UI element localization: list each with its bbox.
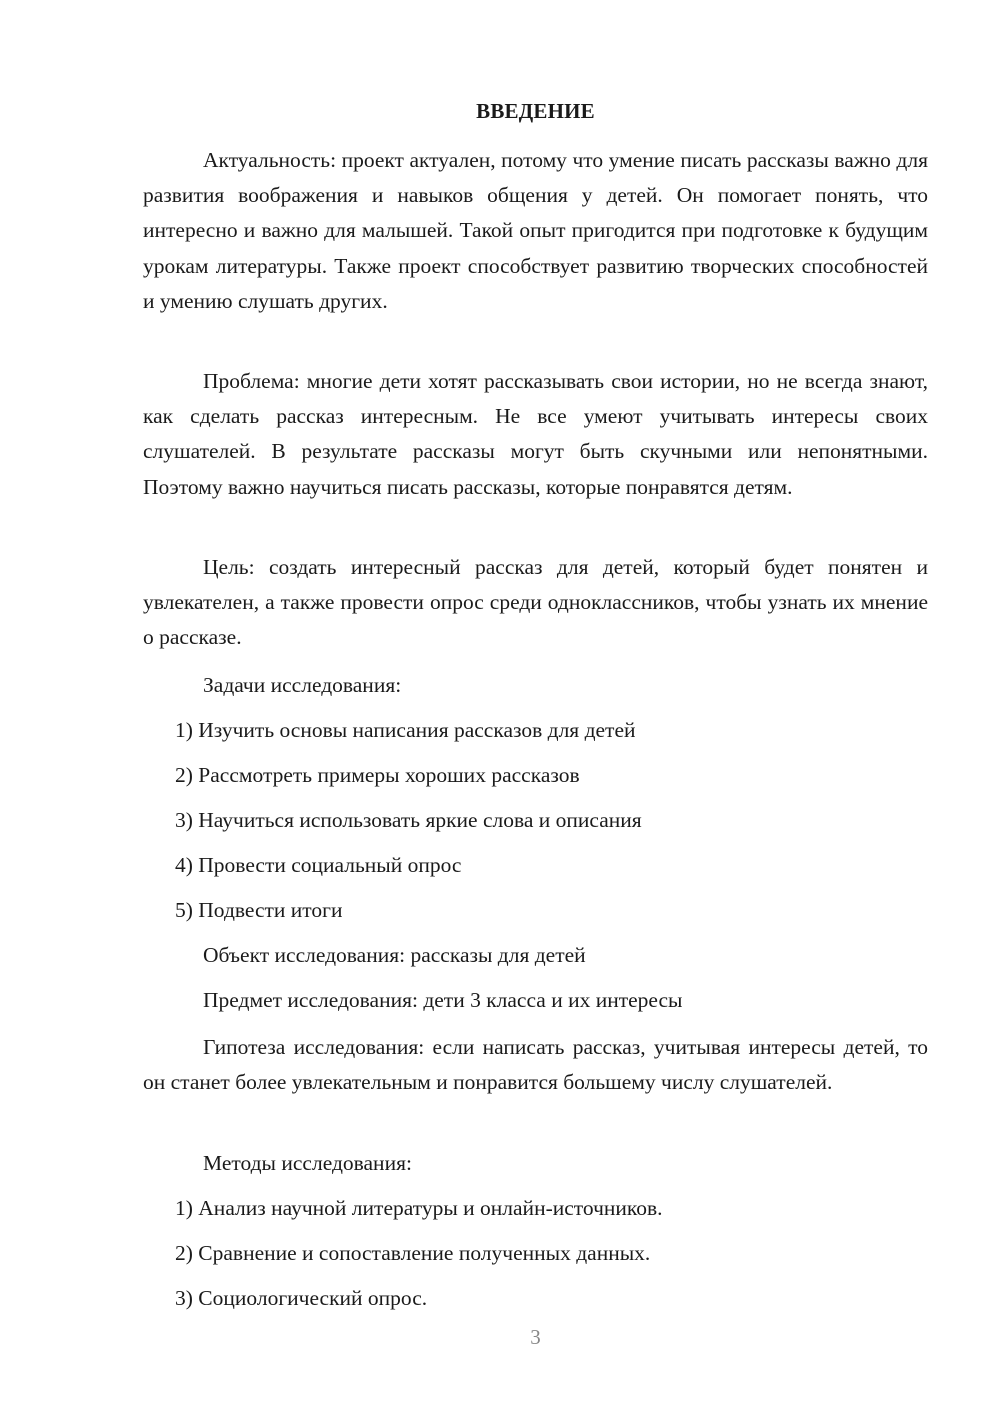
method-item: 1) Анализ научной литературы и онлайн-источников. xyxy=(175,1196,663,1220)
goal-paragraph: Цель: создать интересный рассказ для детей, который будет понятен и увлекателен, а также провести опрос среди одноклассников, чтобы узнать их мнение о рассказе. xyxy=(143,555,928,650)
hypothesis-paragraph: Гипотеза исследования: если написать рассказ, учитывая интересы детей, то он станет более увлекательным и понравится большему числу слушателей. xyxy=(143,1035,928,1095)
problem-paragraph: Проблема: многие дети хотят рассказывать свои истории, но не всегда знают, как сделать рассказ интересным. Не все умеют учитывать интересы своих слушателей. В результате рассказы могут быть скучными или непонятными. Поэтому важно научиться писать рассказы, которые понравятся детям. xyxy=(143,369,928,499)
method-item: 2) Сравнение и сопоставление полученных данных. xyxy=(175,1241,651,1265)
task-item: 5) Подвести итоги xyxy=(175,898,343,922)
section-heading: ВВЕДЕНИЕ xyxy=(476,99,595,123)
subject-line: Предмет исследования: дети 3 класса и их интересы xyxy=(203,988,683,1012)
task-item: 3) Научиться использовать яркие слова и описания xyxy=(175,808,642,832)
task-item: 1) Изучить основы написания рассказов для детей xyxy=(175,718,636,742)
task-item: 2) Рассмотреть примеры хороших рассказов xyxy=(175,763,580,787)
methods-label: Методы исследования: xyxy=(203,1151,412,1175)
task-item: 4) Провести социальный опрос xyxy=(175,853,462,877)
method-item: 3) Социологический опрос. xyxy=(175,1286,428,1310)
object-line: Объект исследования: рассказы для детей xyxy=(203,943,586,967)
page-number: 3 xyxy=(530,1325,541,1349)
relevance-paragraph: Актуальность: проект актуален, потому что умение писать рассказы важно для развития воображения и навыков общения у детей. Он помогает понять, что интересно и важно для малышей. Такой опыт пригодится при подготовке к будущим урокам литературы. Также проект способствует развитию творческих способностей и умению слушать других. xyxy=(143,148,928,313)
tasks-label: Задачи исследования: xyxy=(203,673,402,697)
